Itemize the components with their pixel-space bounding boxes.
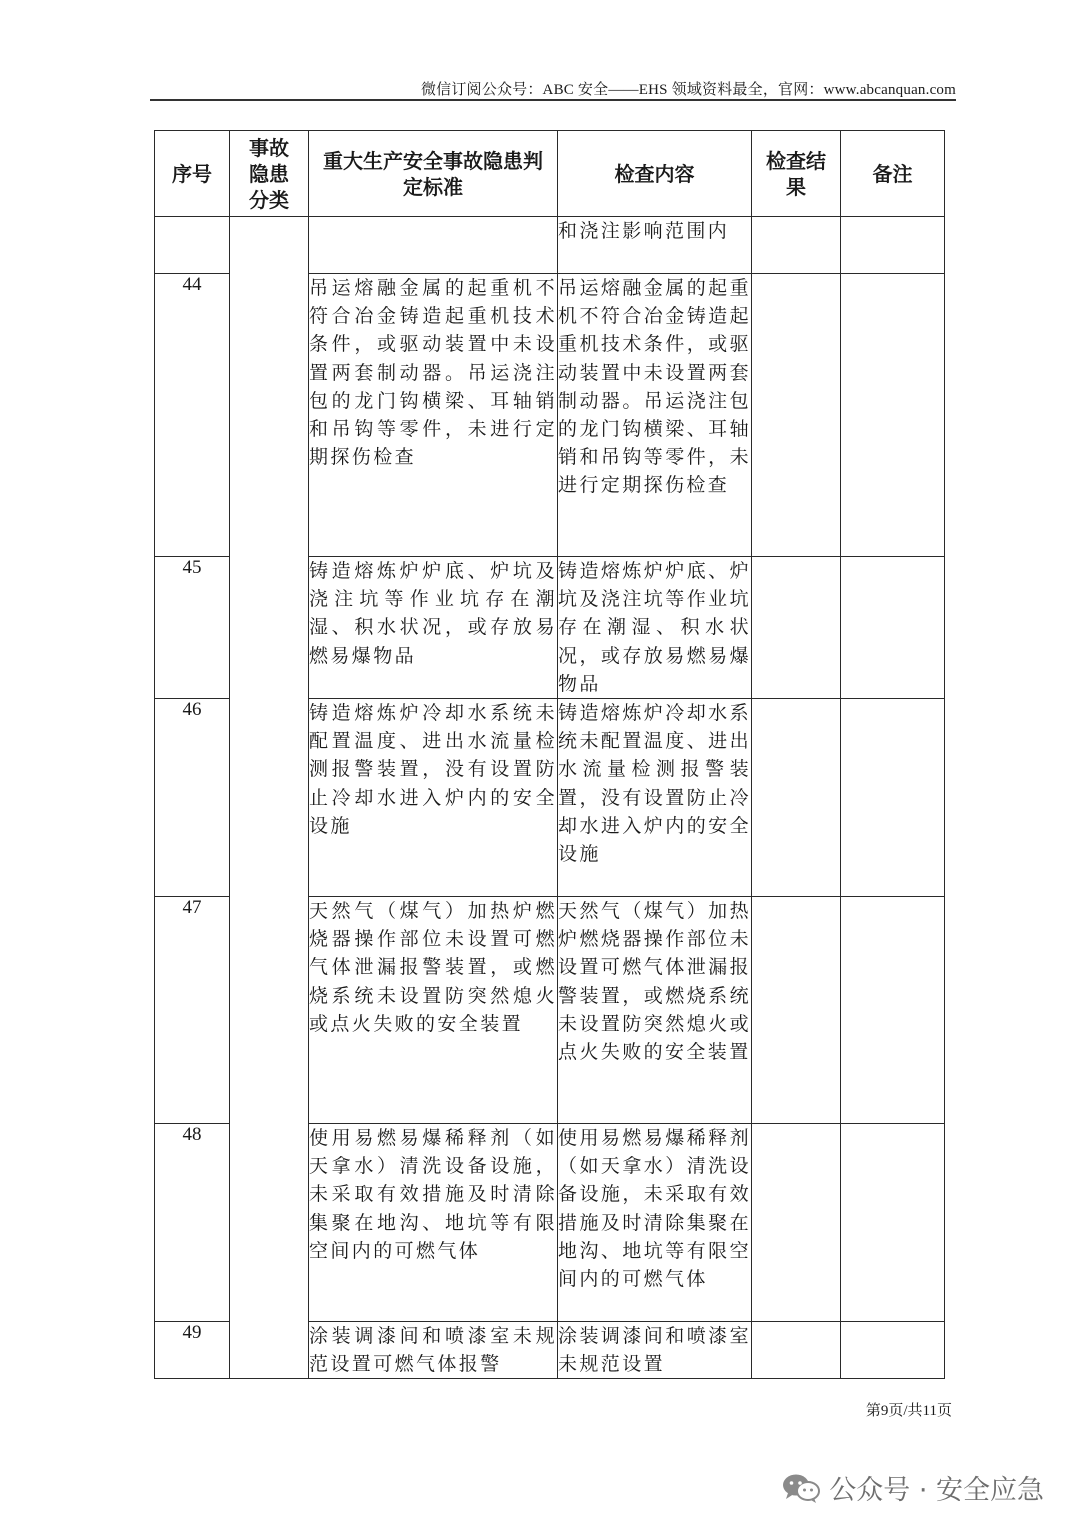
standard-cell: 铸造熔炼炉炉底、炉坑及浇注坑等作业坑存在潮湿、积水状况，或存放易燃易爆物品 xyxy=(309,557,558,699)
standard-cell: 铸造熔炼炉冷却水系统未配置温度、进出水流量检测报警装置，没有设置防止冷却水进入炉内的安全设施 xyxy=(309,699,558,897)
header-category: 事故隐患分类 xyxy=(230,131,309,217)
header-remark: 备注 xyxy=(841,131,945,217)
remark-cell xyxy=(841,699,945,897)
row-number: 47 xyxy=(155,897,230,1124)
standard-cell: 吊运熔融金属的起重机不符合冶金铸造起重机技术条件，或驱动装置中未设置两套制动器。吊运浇注包的龙门钩横梁、耳轴销和吊钩等零件，未进行定期探伤检查 xyxy=(309,274,558,557)
header-standard: 重大生产安全事故隐患判定标准 xyxy=(309,131,558,217)
table-row xyxy=(155,217,945,274)
result-cell xyxy=(752,557,841,699)
header-result: 检查结果 xyxy=(752,131,841,217)
result-cell xyxy=(752,699,841,897)
content-cell: 和浇注影响范围内 xyxy=(558,217,752,274)
row-number: 46 xyxy=(155,699,230,897)
wechat-icon xyxy=(781,1472,821,1504)
header-divider xyxy=(150,99,956,101)
content-cell: 铸造熔炼炉炉底、炉坑及浇注坑等作业坑存在潮湿、积水状况，或存放易燃易爆物品 xyxy=(558,557,752,699)
watermark-text: 公众号 · 安全应急 xyxy=(829,1475,1044,1506)
standard-cell: 使用易燃易爆稀释剂（如天拿水）清洗设备设施，未采取有效措施及时清除集聚在地沟、地坑等有限空间内的可燃气体 xyxy=(309,1124,558,1322)
content-cell: 铸造熔炼炉冷却水系统未配置温度、进出水流量检测报警装置，没有设置防止冷却水进入炉内的安全设施 xyxy=(558,699,752,897)
result-cell xyxy=(752,217,841,274)
watermark xyxy=(781,1468,1044,1507)
row-number: 48 xyxy=(155,1124,230,1322)
result-cell xyxy=(752,897,841,1124)
standard-cell xyxy=(309,217,558,274)
category-cell xyxy=(230,217,309,1379)
remark-cell xyxy=(841,274,945,557)
standard-cell: 天然气（煤气）加热炉燃烧器操作部位未设置可燃气体泄漏报警装置，或燃烧系统未设置防突然熄火或点火失败的安全装置 xyxy=(309,897,558,1124)
page-header-text: 微信订阅公众号：ABC 安全——EHS 领域资料最全，官网：www.abcanquan.com xyxy=(420,82,956,98)
content-cell: 天然气（煤气）加热炉燃烧器操作部位未设置可燃气体泄漏报警装置，或燃烧系统未设置防突然熄火或点火失败的安全装置 xyxy=(558,897,752,1124)
header-no: 序号 xyxy=(155,131,230,217)
content-cell: 使用易燃易爆稀释剂（如天拿水）清洗设备设施，未采取有效措施及时清除集聚在地沟、地坑等有限空间内的可燃气体 xyxy=(558,1124,752,1322)
result-cell xyxy=(752,1322,841,1379)
result-cell xyxy=(752,1124,841,1322)
remark-cell xyxy=(841,897,945,1124)
remark-cell xyxy=(841,217,945,274)
row-number xyxy=(155,217,230,274)
page-number: 第9页/共11页 xyxy=(865,1403,952,1419)
content-cell: 吊运熔融金属的起重机不符合冶金铸造起重机技术条件，或驱动装置中未设置两套制动器。吊运浇注包的龙门钩横梁、耳轴销和吊钩等零件，未进行定期探伤检查 xyxy=(558,274,752,557)
row-number: 44 xyxy=(155,274,230,557)
row-number: 49 xyxy=(155,1322,230,1379)
remark-cell xyxy=(841,557,945,699)
remark-cell xyxy=(841,1124,945,1322)
table-header-row xyxy=(155,131,945,217)
result-cell xyxy=(752,274,841,557)
standard-cell: 涂装调漆间和喷漆室未规范设置可燃气体报警 xyxy=(309,1322,558,1379)
row-number: 45 xyxy=(155,557,230,699)
hazard-checklist-table xyxy=(154,130,945,1379)
header-content: 检查内容 xyxy=(558,131,752,217)
remark-cell xyxy=(841,1322,945,1379)
content-cell: 涂装调漆间和喷漆室未规范设置 xyxy=(558,1322,752,1379)
